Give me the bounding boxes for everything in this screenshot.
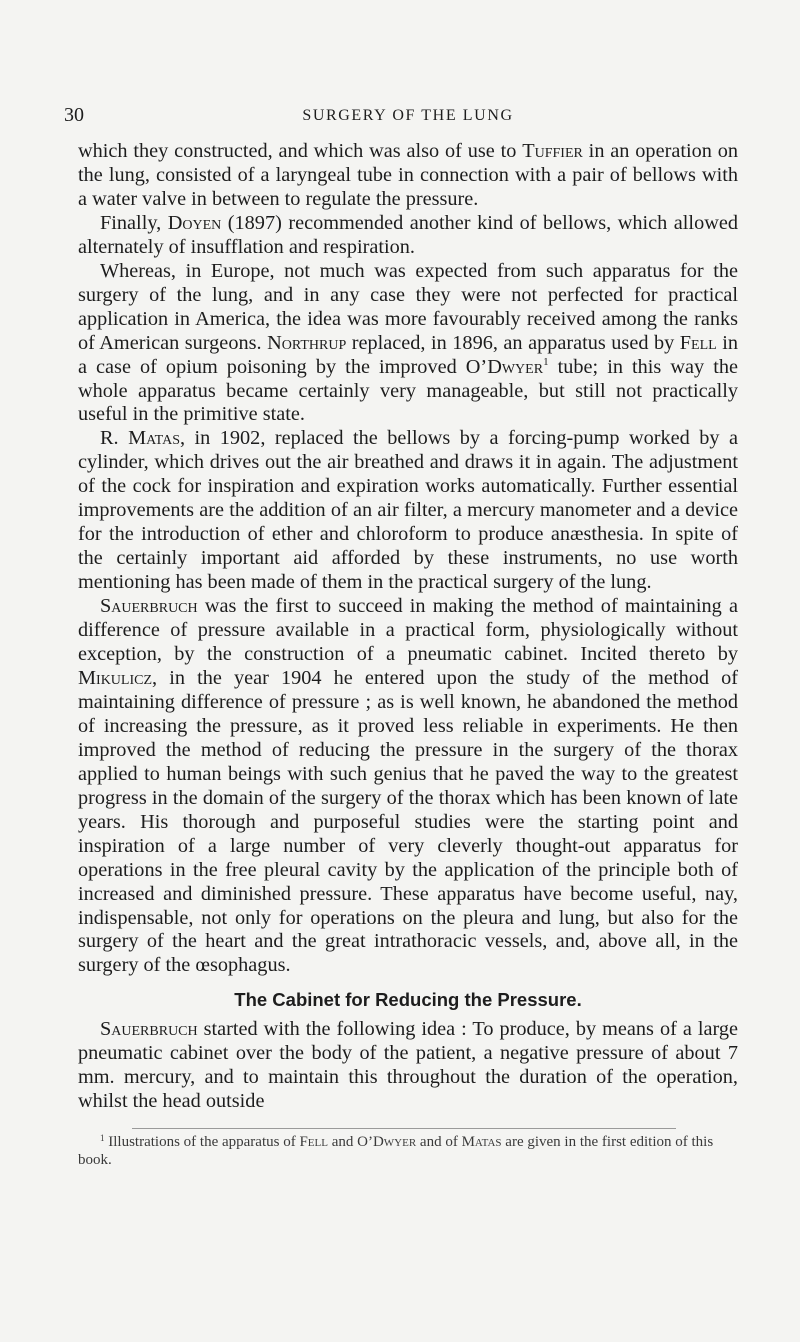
author-name: Matas <box>461 1134 502 1151</box>
section-heading: The Cabinet for Reducing the Pressure. <box>234 989 582 1011</box>
page-number: 30 <box>64 104 84 126</box>
running-title: SURGERY OF THE LUNG <box>302 107 514 124</box>
paragraph: Sauerbruch started with the following idea : To produce, by means of a large pneumatic cabinet over the body of the patient, a negative pressure of about 7 mm. mercury, and to maintain this throughout the duration of the operation, whilst the head outside <box>78 1018 738 1113</box>
author-name: Matas <box>128 427 180 450</box>
author-name: Mikulicz <box>78 666 153 689</box>
paragraph: which they constructed, and which was also of use to Tuffier in an operation on the lung, consisted of a laryngeal tube in connection with a pair of bellows with a water valve in between to regulate the pressure. <box>78 140 738 210</box>
paragraph: R. Matas, in 1902, replaced the bellows by a forcing-pump worked by a cylinder, which drives out the air breathed and draws it in again. The adjustment of the cock for inspiration and expiration works automatically. Further essential improvements are the addition of an air filter, a mercury manometer and a device for the introduction of ether and chloroform to produce anæsthesia. In spite of the certainly important aid afforded by these instruments, no use worth mentioning has been made of them in the practical surgery of the lung. <box>78 427 738 594</box>
author-name: Fell <box>299 1134 328 1151</box>
footnote-reference: 1 <box>543 355 549 368</box>
paragraph: Whereas, in Europe, not much was expected from such apparatus for the surgery of the lung, and in any case they were not perfected for practical application in America, the idea was more favourably received among the ranks of American surgeons. Northrup replaced, in 1896, an apparatus used by Fell in a case of opium poisoning by the improved O’Dwyer$^1$ tube; in this way the whole apparatus became certainly very manageable, but still not practically useful in the primitive state. <box>78 259 739 426</box>
author-name: Dwyer <box>372 1134 417 1151</box>
running-head <box>64 104 738 140</box>
author-name: Tuffier <box>522 140 583 162</box>
footnote-marker: 1 <box>100 1133 105 1144</box>
footnote: $^1$ Illustrations of the apparatus of Fell and O’Dwyer and of Matas are given in the first edition of this book. <box>78 1133 714 1169</box>
author-name: Sauerbruch <box>100 1018 198 1041</box>
author-name: Dwyer <box>487 355 544 378</box>
body-text <box>78 140 738 1114</box>
author-name: Fell <box>679 331 717 354</box>
book-page <box>64 104 739 1169</box>
author-name: Northrup <box>267 331 347 354</box>
paragraph: Finally, Doyen (1897) recommended another kind of bellows, which allowed alternately of insufflation and respiration. <box>78 211 738 258</box>
author-name: Doyen <box>167 211 222 234</box>
footnote-rule <box>132 1128 676 1129</box>
paragraph: Sauerbruch was the first to succeed in making the method of maintaining a difference of pressure available in a practical form, physiologically without exception, by the construction of a pneumatic cabinet. Incited thereto by Mikulicz, in the year 1904 he entered upon the study of the method of maintaining difference of pressure ; as is well known, he abandoned the method of increasing the pressure, as it proved less reliable in experiments. He then improved the method of reducing the pressure in the surgery of the thorax applied to human beings with such genius that he paved the way to the greatest progress in the domain of the surgery of the thorax which has been known of late years. His thorough and purposeful studies were the starting point and inspiration of a large number of very cleverly thought-out apparatus for operations in the free pleural cavity by the application of the principle both of increased and diminished pressure. These apparatus have become useful, nay, indispensable, not only for operations on the pleura and lung, but also for the surgery of the heart and the great intrathoracic vessels, and, above all, in the surgery of the œsophagus. <box>78 595 738 977</box>
author-name: Sauerbruch <box>100 595 198 618</box>
